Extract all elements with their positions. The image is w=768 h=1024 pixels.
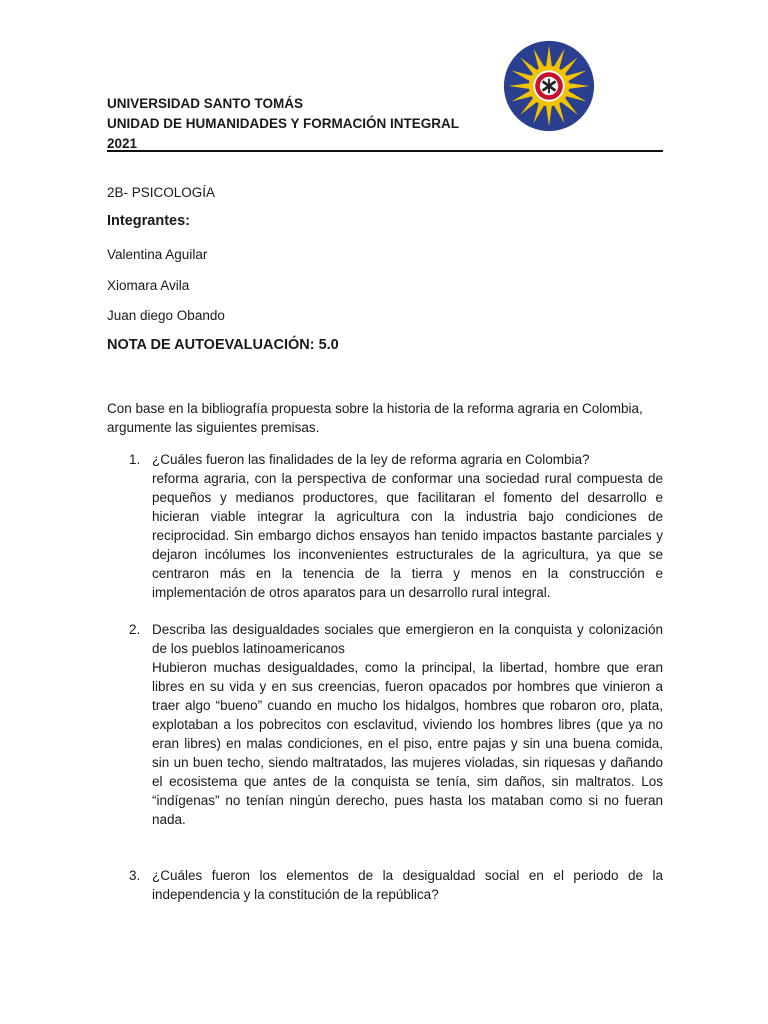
- question-number: 2.: [129, 622, 141, 637]
- university-seal-icon: [503, 40, 595, 132]
- members-heading: Integrantes:: [107, 213, 190, 229]
- question-number: 1.: [129, 452, 141, 467]
- question-text: ¿Cuáles fueron las finalidades de la ley de reforma agraria en Colombia?: [152, 452, 590, 467]
- question-text: Describa las desigualdades sociales que emergieron en la conquista y colonización de los pueblos latinoamericanos: [152, 622, 663, 656]
- unit-name: UNIDAD DE HUMANIDADES Y FORMACIÓN INTEGRAL: [107, 116, 460, 131]
- member-name: Xiomara Avila: [107, 278, 190, 293]
- intro-paragraph: Con base en la bibliografía propuesta sobre la historia de la reforma agraria en Colombia, argumente las siguientes premisas.: [107, 401, 643, 435]
- university-name: UNIVERSIDAD SANTO TOMÁS: [107, 96, 304, 111]
- answer-text: Hubieron muchas desigualdades, como la principal, la libertad, hombre que eran libres en su vida y en sus creencias, fueron opacados por hombres que vinieron a traer algo “bueno” cuando en mucho los hidalgos, hombres que robaron oro, plata, explotaban a los pobrecitos con esclavitud, viviendo los hombres libres (que ya no eran libres) en malas condiciones, en el piso, entre pajas y sin una buena comida, sin un buen techo, siendo maltratados, las mujeres violadas, sin riquesas y dañando el ecosistema que antes de la conquista se tenía, sim daños, sin maltratos. Los “indígenas” no tenían ningún derecho, pues hasta los mataban como si no fueran nada.: [152, 660, 663, 827]
- question-text: ¿Cuáles fueron los elementos de la desigualdad social en el periodo de la independencia y la constitución de la república?: [152, 868, 663, 902]
- answer-text: reforma agraria, con la perspectiva de conformar una sociedad rural compuesta de pequeños y medianos productores, que facilitaran el fomento del desarrollo e hicieran viable integrar la agricultura con la industria bajo condiciones de reciprocidad. Sin embargo dichos ensayos han tenido impactos bastante parciales y dejaron incólumes los inconvenientes estructurales de la agricultura, ya que se centraron más en la tenencia de la tierra y menos en la construcción e implementación de otros aparatos para un desarrollo rural integral.: [152, 471, 663, 600]
- group-label: 2B- PSICOLOGÍA: [107, 185, 216, 200]
- year: 2021: [107, 136, 138, 151]
- member-name: Valentina Aguilar: [107, 247, 208, 262]
- header-divider: [107, 150, 663, 152]
- member-name: Juan diego Obando: [107, 308, 225, 323]
- question-item: [107, 450, 663, 602]
- question-item: [107, 620, 663, 829]
- question-number: 3.: [129, 868, 141, 883]
- question-item: [107, 866, 663, 904]
- self-evaluation-grade: NOTA DE AUTOEVALUACIÓN: 5.0: [107, 337, 339, 353]
